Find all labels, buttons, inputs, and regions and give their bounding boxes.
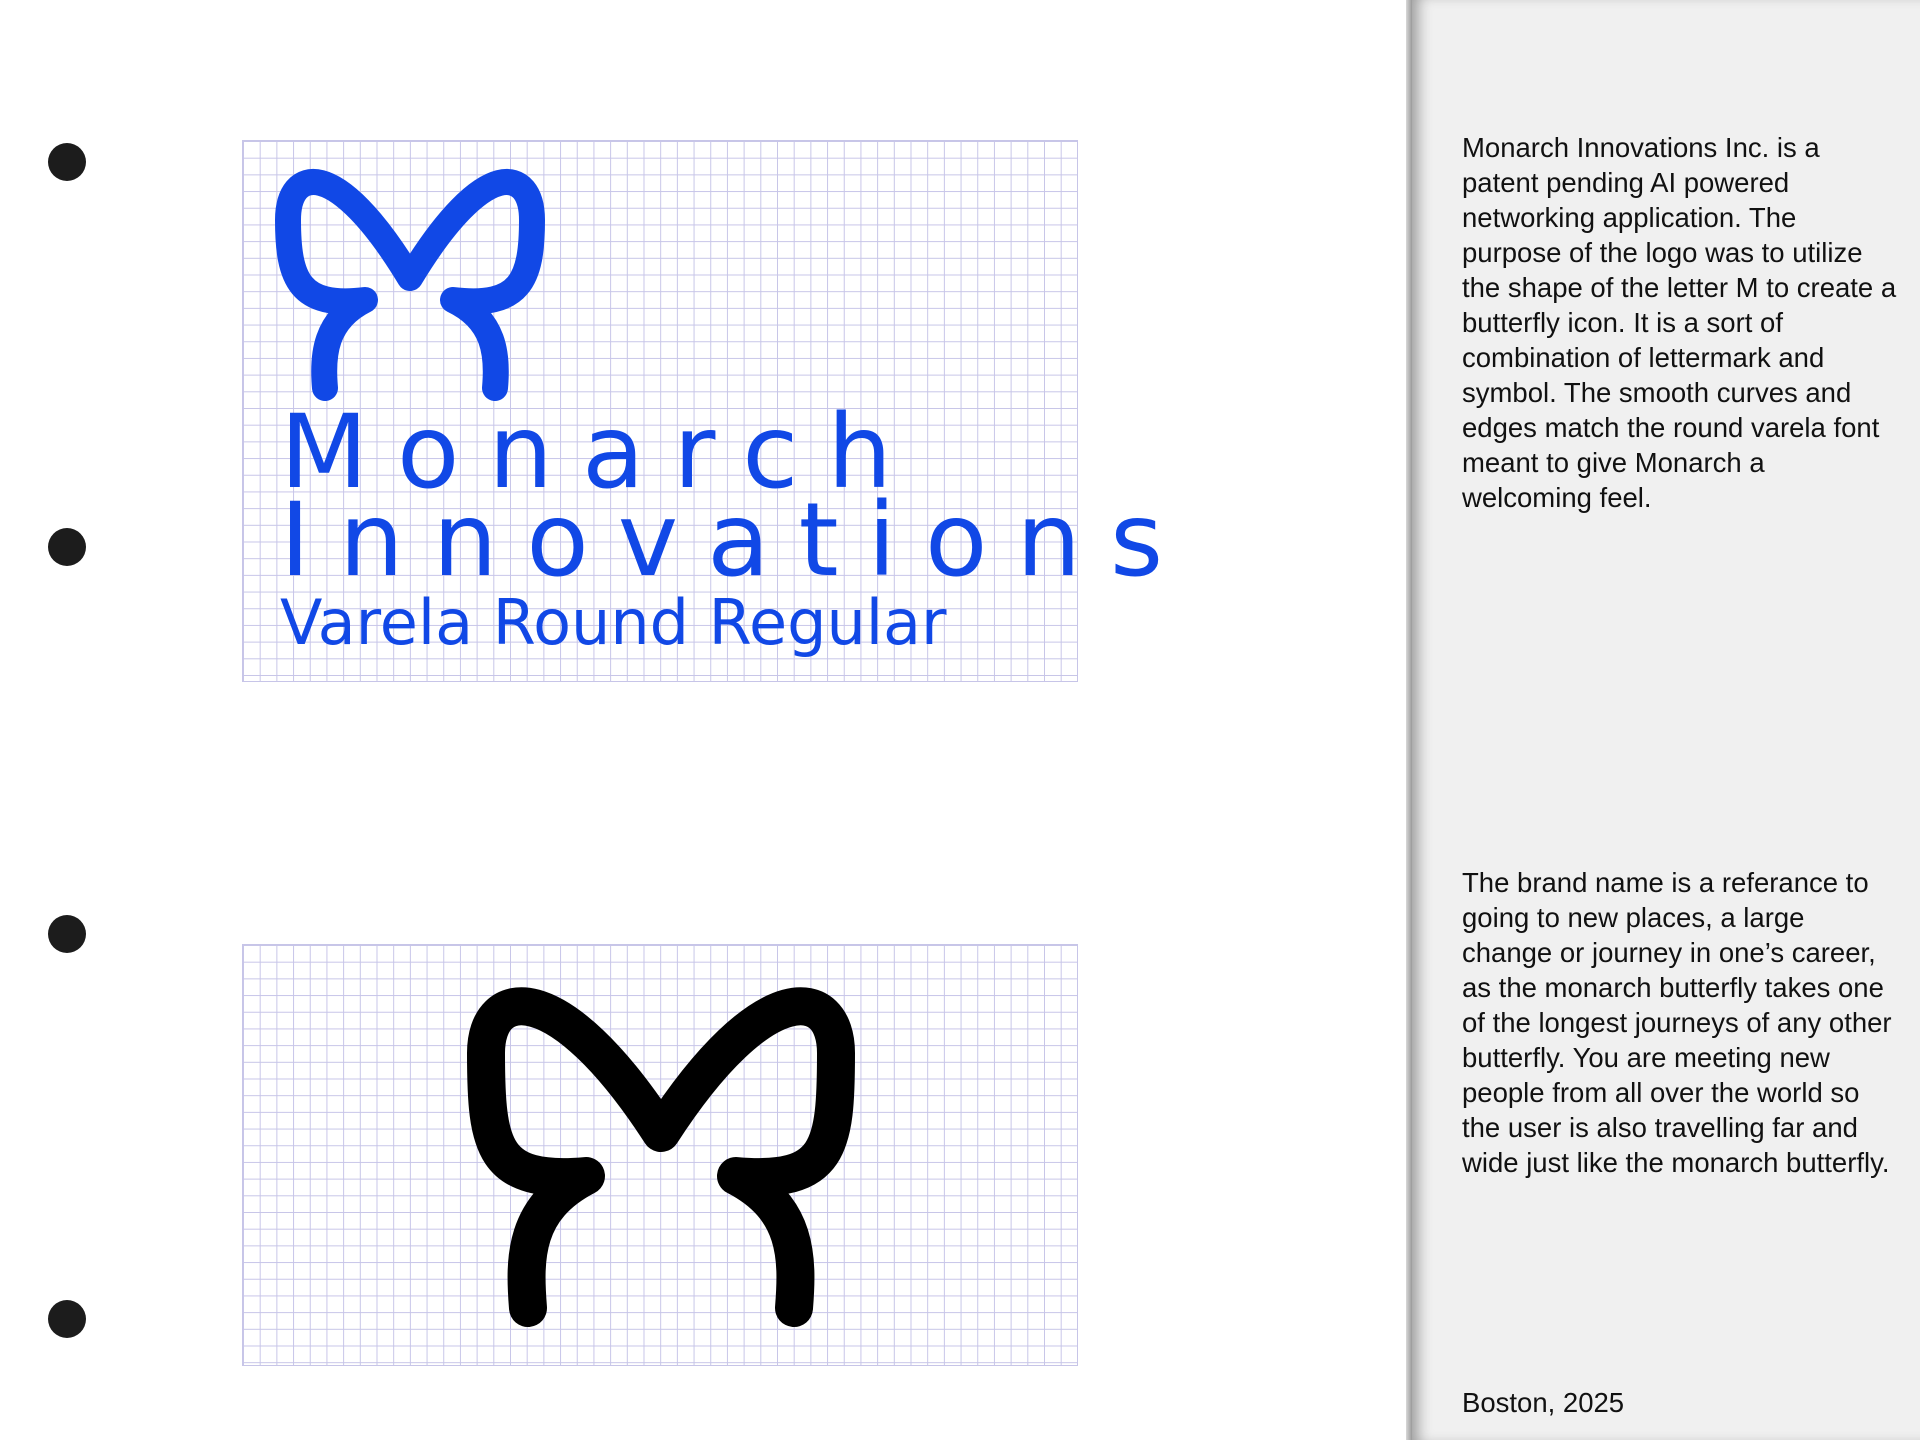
binder-hole bbox=[48, 143, 86, 181]
brand-name-line-2: Innovations bbox=[280, 481, 1193, 600]
butterfly-m-icon bbox=[270, 160, 550, 410]
binder-hole bbox=[48, 915, 86, 953]
butterfly-m-mono-icon bbox=[468, 978, 858, 1328]
brand-name-line-1: Monarch bbox=[280, 393, 921, 512]
binder-hole bbox=[48, 1300, 86, 1338]
location-date: Boston, 2025 bbox=[1462, 1387, 1625, 1418]
description-paragraph-1: Monarch Innovations Inc. is a patent pending AI powered networking application. The purpose of the logo was to utilize the shape of the letter M to create a butterfly icon. It is a sort of combination of lettermark and symbol. The smooth curves and edges match the round varela font meant to give Monarch a welcoming feel. bbox=[1462, 132, 1897, 513]
font-label: Varela Round Regular bbox=[280, 586, 947, 659]
description-paragraph-2: The brand name is a referance to going to new places, a large change or journey in one’s career, as the monarch butterfly takes one of the longest journeys of any other butterfly. You are meeting new people from all over the world so the user is also travelling far and wide just like the monarch butterfly. bbox=[1462, 867, 1892, 1178]
page-divider bbox=[1406, 0, 1412, 1440]
binder-hole bbox=[48, 528, 86, 566]
